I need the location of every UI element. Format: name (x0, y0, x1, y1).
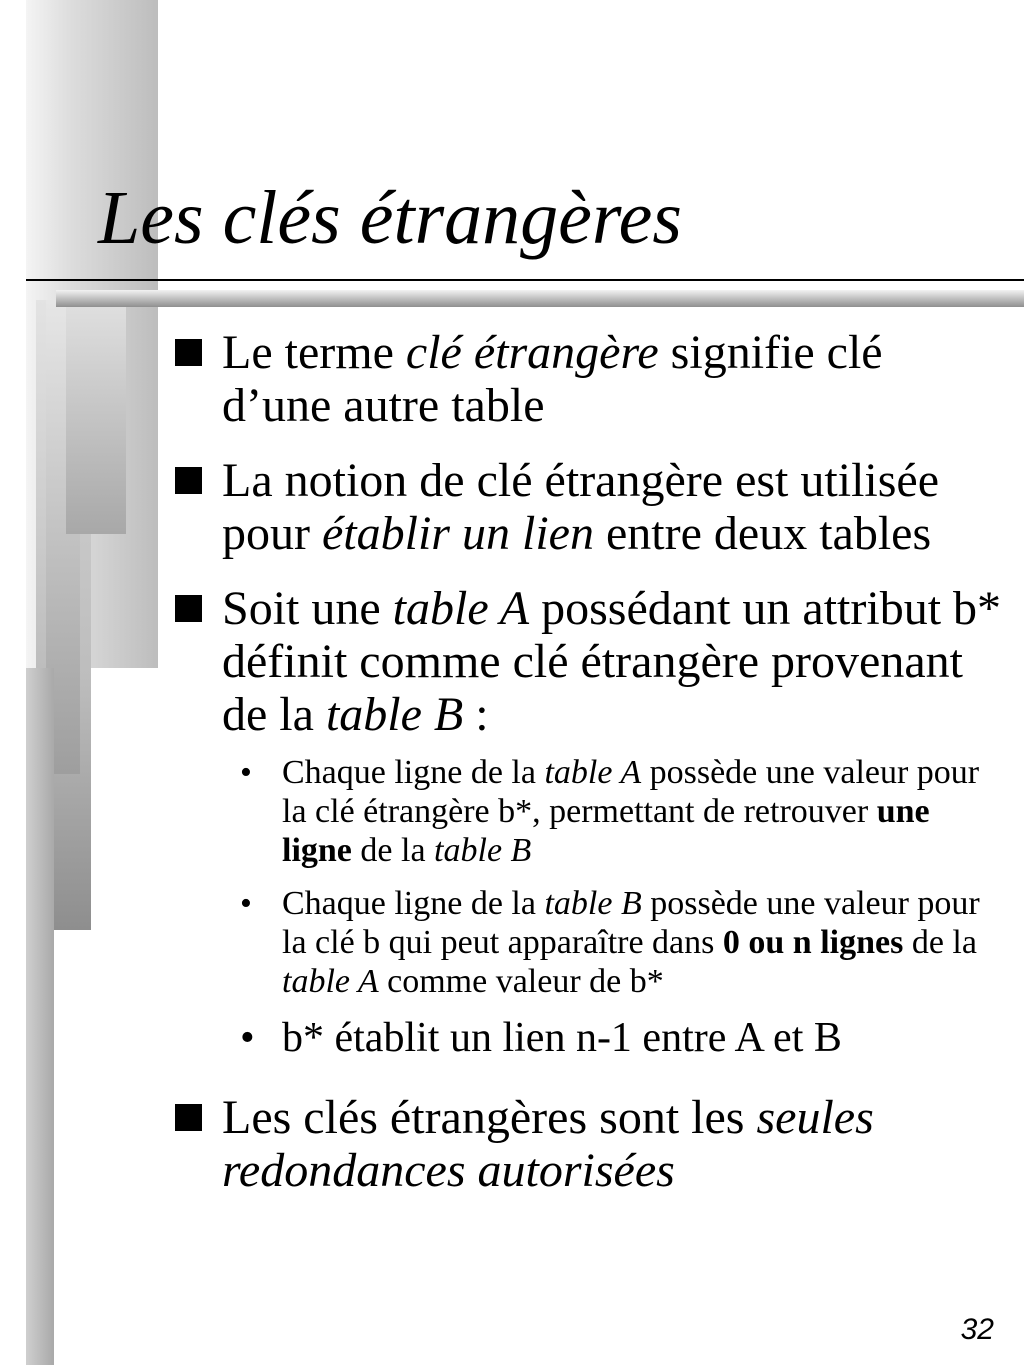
dot-bullet-icon: • (240, 885, 252, 922)
bullet-item: Le terme clé étrangère signifie clé d’une autre table (172, 326, 1002, 432)
title-divider (26, 279, 1024, 281)
emphasis: clé étrangère (405, 326, 659, 379)
emphasis: table B (325, 688, 464, 741)
bullet-item: La notion de clé étrangère est utilisée pour établir un lien entre deux tables (172, 454, 1002, 560)
slide-content (172, 326, 1002, 1219)
page-number: 32 (960, 1313, 994, 1346)
square-bullet-icon (175, 467, 202, 494)
sub-bullet-item: • b* établit un lien n-1 entre A et B (240, 1015, 842, 1061)
decorative-bar (66, 300, 126, 534)
square-bullet-icon (175, 1104, 202, 1131)
emphasis: table A (392, 582, 530, 635)
sub-bullet-item: • Chaque ligne de la table B possède une valeur pour la clé b qui peut apparaître dans 0 ou n lignes de la table A comme valeur de b* (240, 885, 980, 1000)
decorative-bar (26, 668, 54, 1365)
dot-bullet-icon: • (240, 1015, 255, 1061)
bullet-item: Les clés étrangères sont les seules redondances autorisées (172, 1091, 1002, 1197)
square-bullet-icon (175, 595, 202, 622)
sub-bullet-item: • Chaque ligne de la table A possède une valeur pour la clé étrangère b*, permettant de retrouver une ligne de la table B (240, 754, 980, 869)
bullet-item: Soit une table A possédant un attribut b* définit comme clé étrangère provenant de la table B : (172, 582, 1002, 741)
slide-title: Les clés étrangères (98, 176, 682, 260)
emphasis: seules redondances autorisées (222, 1091, 874, 1197)
emphasis: établir un lien (321, 507, 594, 560)
title-band (56, 290, 1024, 307)
dot-bullet-icon: • (240, 754, 252, 791)
square-bullet-icon (175, 339, 202, 366)
